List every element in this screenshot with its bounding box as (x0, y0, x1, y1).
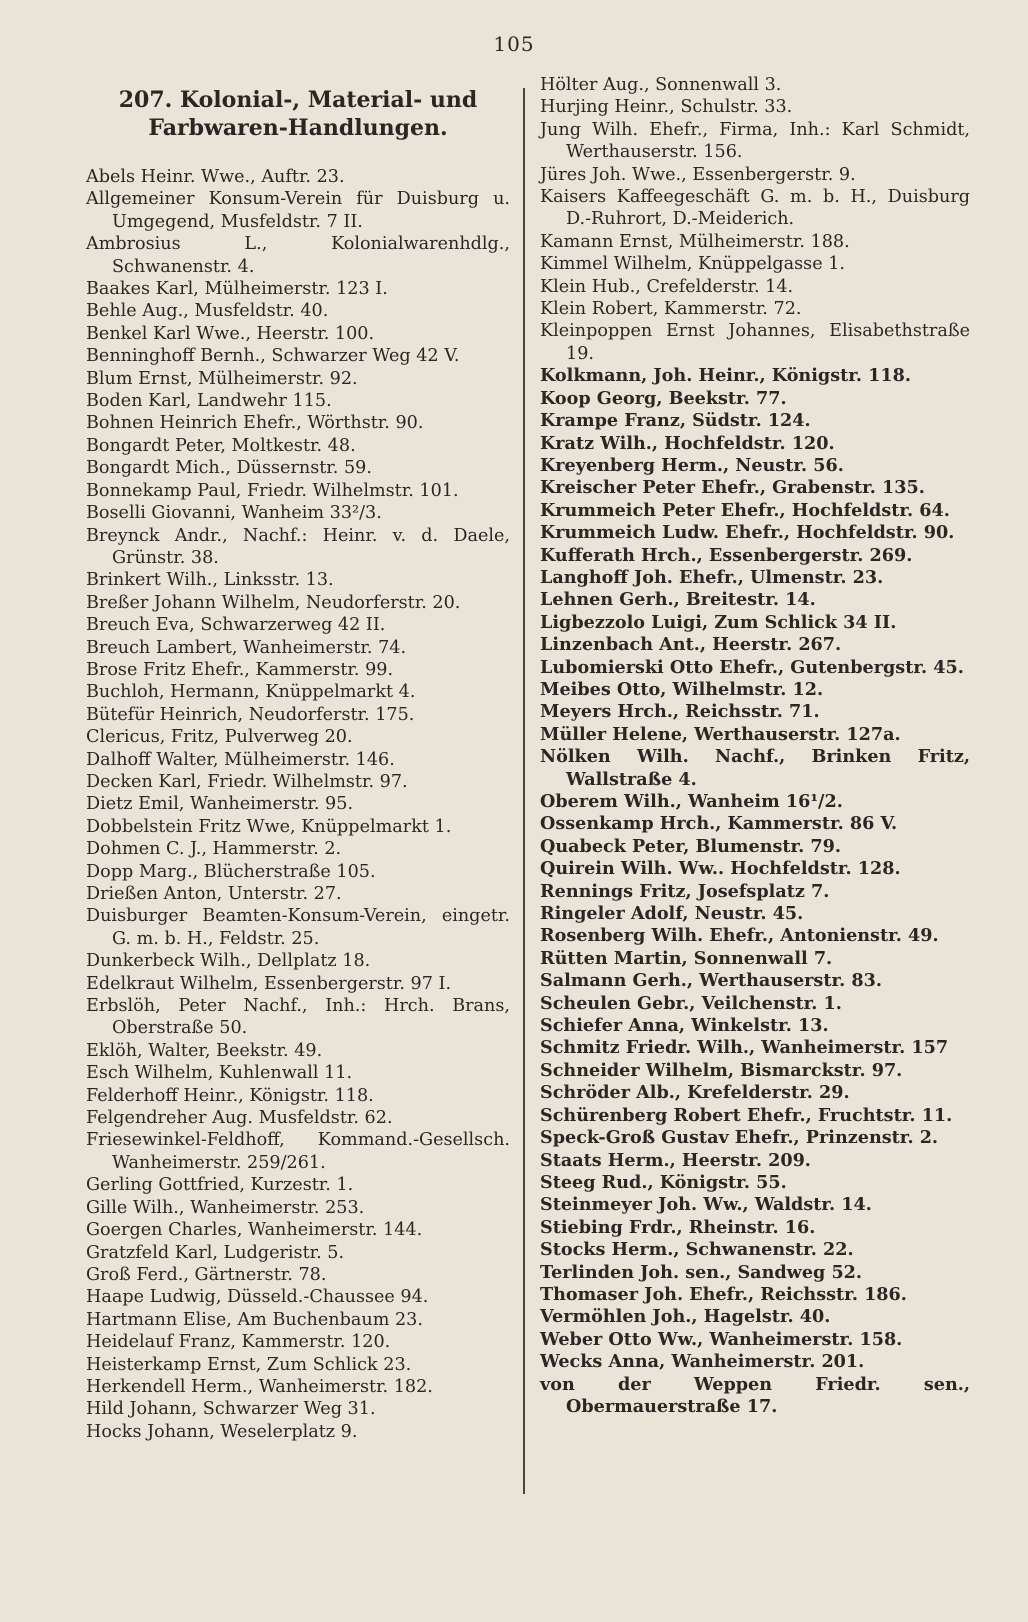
directory-entry: Kolkmann, Joh. Heinr., Königstr. 118. (540, 365, 911, 387)
directory-entry: Goergen Charles, Wanheimerstr. 144. (86, 1220, 423, 1241)
directory-entry: Klein Robert, Kammerstr. 72. (540, 299, 802, 320)
directory-entry: Benninghoff Bernh., Schwarzer Weg 42 V. (86, 346, 460, 367)
directory-entry: Kratz Wilh., Hochfeldstr. 120. (540, 432, 835, 454)
directory-entry: Müller Helene, Werthauserstr. 127a. (540, 723, 901, 745)
directory-entry: Clericus, Fritz, Pulverweg 20. (86, 727, 353, 748)
right-column (540, 74, 970, 1418)
directory-entry: Dalhoff Walter, Mülheimerstr. 146. (86, 749, 395, 770)
directory-entry: Kreischer Peter Ehefr., Grabenstr. 135. (540, 477, 925, 499)
directory-entry: Gerling Gottfried, Kurzestr. 1. (86, 1175, 354, 1196)
directory-entry: Lehnen Gerh., Breitestr. 14. (540, 589, 816, 611)
directory-entry: Rennings Fritz, Josefsplatz 7. (540, 880, 830, 902)
directory-entry: Krummeich Peter Ehefr., Hochfeldstr. 64. (540, 499, 950, 521)
directory-entry: Ambrosius L., Kolonialwarenhdlg., Schwanenstr. 4. (86, 234, 510, 277)
directory-entry: Schmitz Friedr. Wilh., Wanheimerstr. 157 (540, 1037, 949, 1059)
directory-entry: Bongardt Peter, Moltkestr. 48. (86, 435, 356, 456)
directory-entry: Schürenberg Robert Ehefr., Fruchtstr. 11. (540, 1104, 953, 1126)
directory-entry: Hölter Aug., Sonnenwall 3. (540, 75, 782, 95)
directory-entry: Breynck Andr., Nachf.: Heinr. v. d. Daele, Grünstr. 38. (86, 525, 510, 568)
directory-entry: Blum Ernst, Mülheimerstr. 92. (86, 368, 358, 389)
directory-entry: Esch Wilhelm, Kuhlenwall 11. (86, 1063, 353, 1084)
directory-entry: Heisterkamp Ernst, Zum Schlick 23. (86, 1354, 412, 1375)
directory-entry: Lubomierski Otto Ehefr., Gutenbergstr. 45. (540, 656, 964, 678)
directory-entry: Jung Wilh. Ehefr., Firma, Inh.: Karl Schmidt, Werthauserstr. 156. (540, 119, 970, 163)
directory-entry: Oberem Wilh., Wanheim 16¹/2. (540, 791, 843, 812)
left-column (86, 74, 510, 1443)
directory-entry: Kreyenberg Herm., Neustr. 56. (540, 454, 844, 476)
directory-entry: Dietz Emil, Wanheimerstr. 95. (86, 794, 354, 815)
directory-entry: Baakes Karl, Mülheimerstr. 123 I. (86, 279, 388, 300)
directory-entry: Gratzfeld Karl, Ludgeristr. 5. (86, 1242, 345, 1263)
directory-entry: Buchloh, Hermann, Knüppelmarkt 4. (86, 682, 416, 703)
directory-entry: Meyers Hrch., Reichsstr. 71. (540, 701, 820, 723)
directory-entry: Kaisers Kaffeegeschäft G. m. b. H., Duisburg D.-Ruhrort, D.-Meiderich. (540, 187, 970, 230)
directory-entry: Drießen Anton, Unterstr. 27. (86, 884, 342, 904)
directory-entry: Herkendell Herm., Wanheimerstr. 182. (86, 1376, 433, 1397)
directory-entry: Dohmen C. J., Hammerstr. 2. (86, 839, 342, 860)
directory-entry: Terlinden Joh. sen., Sandweg 52. (540, 1261, 863, 1283)
directory-entry: Salmann Gerh., Werthauserstr. 83. (540, 970, 882, 992)
directory-entry: Krummeich Ludw. Ehefr., Hochfeldstr. 90. (540, 522, 955, 544)
directory-entry: Weber Otto Ww., Wanheimerstr. 158. (540, 1328, 903, 1350)
directory-entry: Brinkert Wilh., Linksstr. 13. (86, 570, 334, 591)
directory-entry: Koop Georg, Beekstr. 77. (540, 387, 787, 409)
directory-entry: Boselli Giovanni, Wanheim 33²/3. (86, 503, 382, 524)
directory-entry: Edelkraut Wilhelm, Essenbergerstr. 97 I. (86, 973, 452, 994)
directory-entry: Behle Aug., Musfeldstr. 40. (86, 301, 329, 322)
directory-entry: Dobbelstein Fritz Wwe, Knüppelmarkt 1. (86, 816, 452, 837)
directory-entry: Breßer Johann Wilhelm, Neudorferstr. 20. (86, 592, 461, 613)
directory-entry: Klein Hub., Crefelderstr. 14. (540, 276, 794, 297)
directory-entry: Breuch Eva, Schwarzerweg 42 II. (86, 615, 386, 636)
directory-entry: Hurjing Heinr., Schulstr. 33. (540, 97, 793, 118)
directory-entry: Erbslöh, Peter Nachf., Inh.: Hrch. Brans, Oberstraße 50. (86, 996, 510, 1039)
directory-entry: Hartmann Elise, Am Buchenbaum 23. (86, 1309, 423, 1330)
directory-entry: Abels Heinr. Wwe., Auftr. 23. (86, 167, 345, 187)
directory-entry: Dopp Marg., Blücherstraße 105. (86, 861, 376, 882)
right-entry-list (540, 74, 970, 1418)
directory-entry: Bonnekamp Paul, Friedr. Wilhelmstr. 101. (86, 480, 459, 501)
directory-entry: Wecks Anna, Wanheimerstr. 201. (540, 1351, 865, 1373)
directory-entry: Hild Johann, Schwarzer Weg 31. (86, 1399, 376, 1420)
directory-entry: Brose Fritz Ehefr., Kammerstr. 99. (86, 659, 394, 680)
directory-entry: Heidelauf Franz, Kammerstr. 120. (86, 1332, 391, 1353)
directory-entry: Eklöh, Walter, Beekstr. 49. (86, 1040, 323, 1061)
directory-entry: Krampe Franz, Südstr. 124. (540, 410, 811, 432)
section-heading: 207. Kolonial-, Material- und Farbwaren-Handlungen. (118, 87, 478, 141)
directory-entry: Kamann Ernst, Mülheimerstr. 188. (540, 231, 850, 252)
directory-entry: von der Weppen Friedr. sen., Obermauerstraße 17. (540, 1373, 970, 1417)
directory-entry: Haape Ludwig, Düsseld.-Chaussee 94. (86, 1287, 429, 1308)
directory-entry: Boden Karl, Landwehr 115. (86, 391, 332, 412)
left-entry-list (86, 166, 510, 1443)
directory-entry: Schiefer Anna, Winkelstr. 13. (540, 1015, 829, 1037)
column-divider (523, 88, 525, 1494)
directory-entry: Stiebing Frdr., Rheinstr. 16. (540, 1216, 816, 1238)
directory-entry: Nölken Wilh. Nachf., Brinken Fritz, Wallstraße 4. (540, 746, 970, 790)
directory-entry: Groß Ferd., Gärtnerstr. 78. (86, 1264, 327, 1285)
directory-entry: Staats Herm., Heerstr. 209. (540, 1149, 811, 1171)
directory-entry: Rosenberg Wilh. Ehefr., Antonienstr. 49. (540, 925, 939, 947)
directory-entry: Bongardt Mich., Düssernstr. 59. (86, 458, 372, 479)
directory-entry: Decken Karl, Friedr. Wilhelmstr. 97. (86, 771, 408, 792)
directory-entry: Duisburger Beamten-Konsum-Verein, eingetr. G. m. b. H., Feldstr. 25. (86, 906, 510, 949)
directory-entry: Jüres Joh. Wwe., Essenbergerstr. 9. (540, 164, 856, 185)
directory-entry: Ringeler Adolf, Neustr. 45. (540, 903, 804, 925)
directory-entry: Breuch Lambert, Wanheimerstr. 74. (86, 637, 407, 658)
directory-entry: Linzenbach Ant., Heerstr. 267. (540, 634, 842, 656)
directory-entry: Friesewinkel-Feldhoff, Kommand.-Gesellsch. Wanheimerstr. 259/261. (86, 1130, 510, 1173)
directory-entry: Scheulen Gebr., Veilchenstr. 1. (540, 992, 842, 1014)
directory-entry: Meibes Otto, Wilhelmstr. 12. (540, 678, 824, 700)
directory-entry: Quirein Wilh. Ww.. Hochfeldstr. 128. (540, 858, 901, 880)
directory-entry: Kleinpoppen Ernst Johannes, Elisabethstraße 19. (540, 321, 970, 364)
directory-entry: Stocks Herm., Schwanenstr. 22. (540, 1239, 854, 1261)
directory-entry: Kufferath Hrch., Essenbergerstr. 269. (540, 544, 913, 566)
directory-entry: Schröder Alb., Krefelderstr. 29. (540, 1082, 850, 1104)
directory-entry: Steeg Rud., Königstr. 55. (540, 1171, 787, 1193)
directory-entry: Dunkerbeck Wilh., Dellplatz 18. (86, 951, 371, 972)
page-number: 105 (493, 32, 535, 56)
directory-entry: Quabeck Peter, Blumenstr. 79. (540, 835, 842, 857)
directory-entry: Felgendreher Aug. Musfeldstr. 62. (86, 1108, 393, 1129)
directory-entry: Langhoff Joh. Ehefr., Ulmenstr. 23. (540, 566, 884, 588)
directory-entry: Rütten Martin, Sonnenwall 7. (540, 947, 833, 969)
directory-entry: Thomaser Joh. Ehefr., Reichsstr. 186. (540, 1283, 907, 1305)
directory-entry: Speck-Groß Gustav Ehefr., Prinzenstr. 2. (540, 1127, 939, 1149)
directory-entry: Bohnen Heinrich Ehefr., Wörthstr. 90. (86, 413, 424, 434)
directory-entry: Ossenkamp Hrch., Kammerstr. 86 V. (540, 813, 898, 835)
directory-entry: Ligbezzolo Luigi, Zum Schlick 34 II. (540, 611, 897, 633)
directory-entry: Allgemeiner Konsum-Verein für Duisburg u. Umgegend, Musfeldstr. 7 II. (86, 189, 510, 232)
directory-entry: Bütefür Heinrich, Neudorferstr. 175. (86, 704, 415, 725)
directory-entry: Vermöhlen Joh., Hagelstr. 40. (540, 1306, 831, 1328)
directory-entry: Schneider Wilhelm, Bismarckstr. 97. (540, 1059, 903, 1081)
directory-entry: Benkel Karl Wwe., Heerstr. 100. (86, 323, 375, 344)
directory-entry: Gille Wilh., Wanheimerstr. 253. (86, 1197, 365, 1218)
directory-entry: Kimmel Wilhelm, Knüppelgasse 1. (540, 254, 846, 275)
directory-entry: Felderhoff Heinr., Königstr. 118. (86, 1085, 374, 1106)
directory-entry: Steinmeyer Joh. Ww., Waldstr. 14. (540, 1194, 872, 1216)
directory-entry: Hocks Johann, Weselerplatz 9. (86, 1421, 358, 1442)
